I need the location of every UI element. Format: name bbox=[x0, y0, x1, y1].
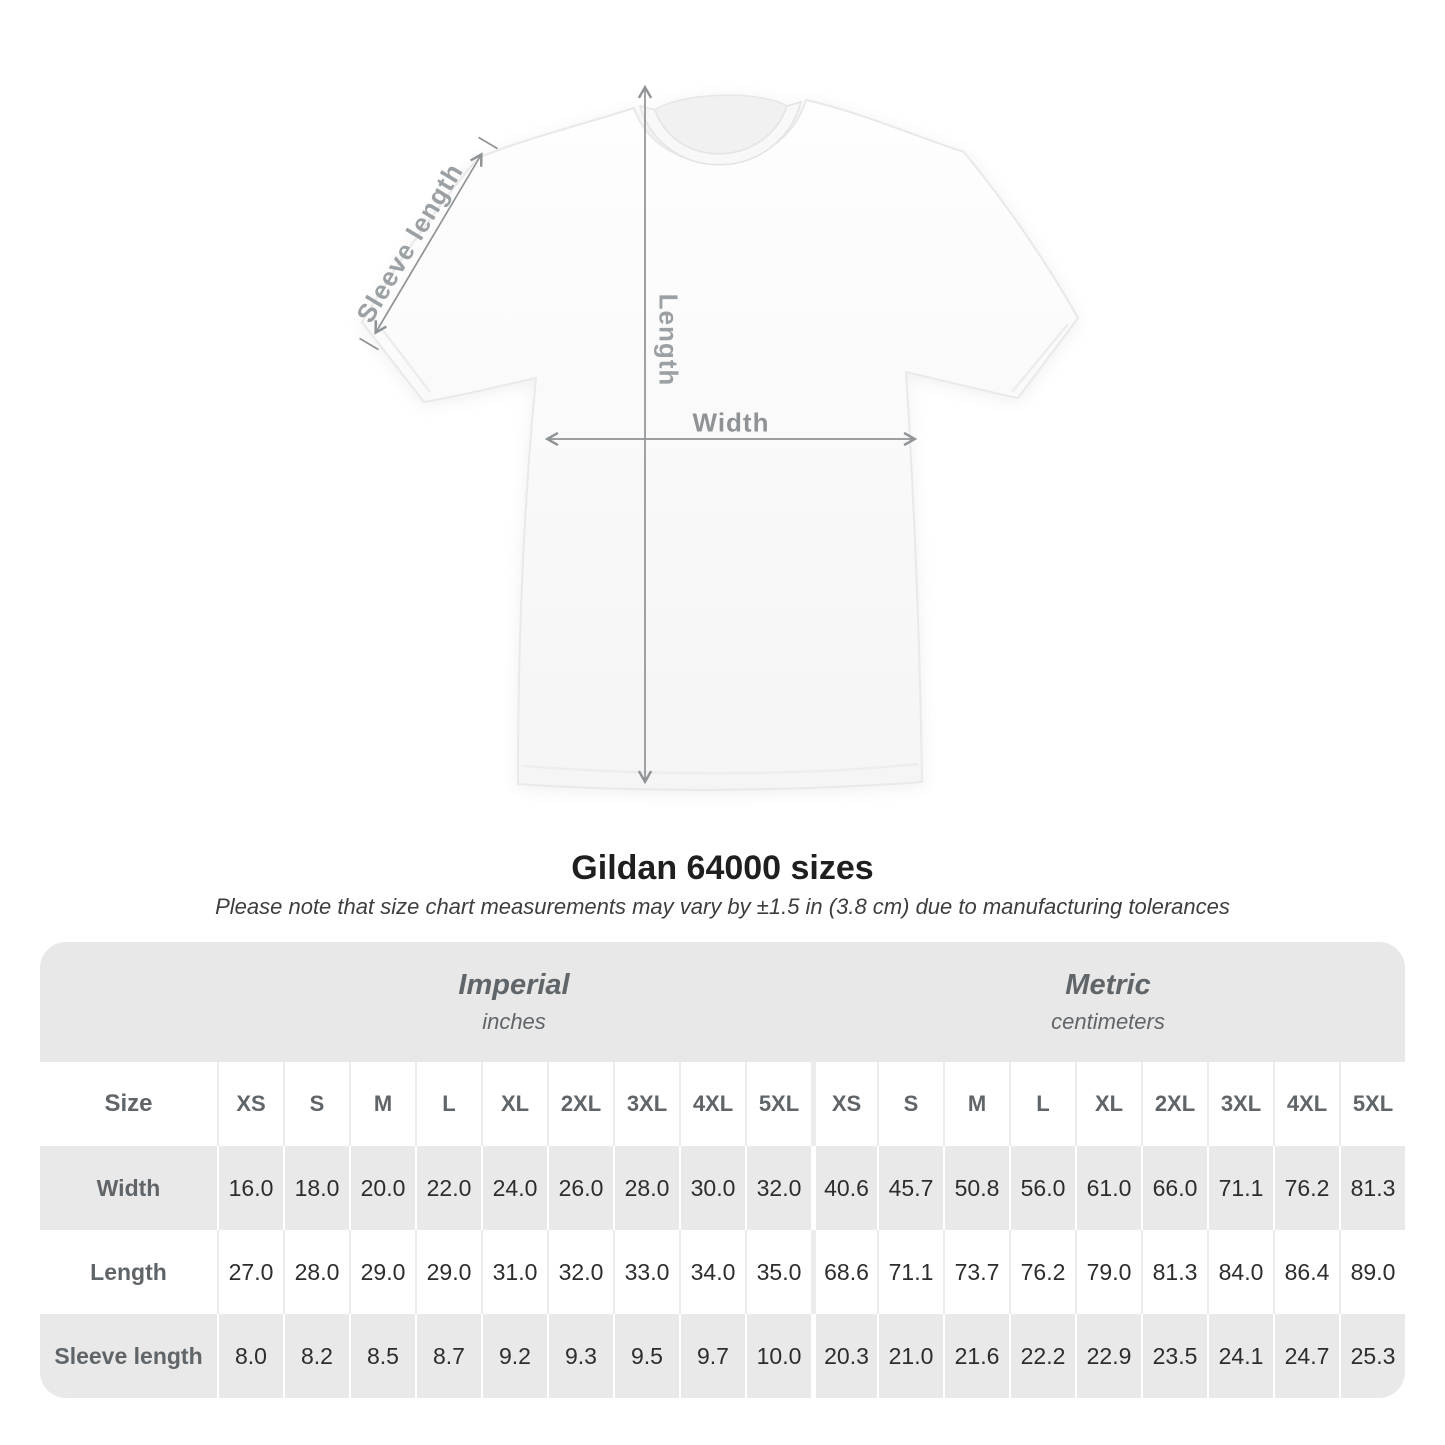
size-col-header-metric-2xl: 2XL bbox=[1141, 1062, 1207, 1146]
value-imperial-width-m: 20.0 bbox=[349, 1146, 415, 1230]
value-imperial-length-s: 28.0 bbox=[283, 1230, 349, 1314]
value-metric-width-3xl: 71.1 bbox=[1207, 1146, 1273, 1230]
value-metric-length-m: 73.7 bbox=[943, 1230, 1009, 1314]
tolerance-note: Please note that size chart measurements may vary by ±1.5 in (3.8 cm) due to manufacturing tolerances bbox=[215, 894, 1230, 919]
size-col-header-imperial-3xl: 3XL bbox=[613, 1062, 679, 1146]
sleeve-arrow-tick-top bbox=[479, 137, 498, 148]
value-imperial-length-3xl: 33.0 bbox=[613, 1230, 679, 1314]
value-metric-sleeve-length-l: 22.2 bbox=[1009, 1314, 1075, 1398]
value-imperial-sleeve-length-3xl: 9.5 bbox=[613, 1314, 679, 1398]
value-metric-sleeve-length-m: 21.6 bbox=[943, 1314, 1009, 1398]
row-label-width: Width bbox=[96, 1174, 161, 1201]
size-col-header-metric-xs: XS bbox=[811, 1062, 877, 1146]
imperial-title: Imperial bbox=[458, 969, 570, 1001]
value-metric-sleeve-length-xl: 22.9 bbox=[1075, 1314, 1141, 1398]
value-metric-sleeve-length-2xl: 23.5 bbox=[1141, 1314, 1207, 1398]
value-imperial-width-3xl: 28.0 bbox=[613, 1146, 679, 1230]
value-imperial-length-5xl: 35.0 bbox=[745, 1230, 811, 1314]
value-imperial-width-l: 22.0 bbox=[415, 1146, 481, 1230]
value-metric-length-s: 71.1 bbox=[877, 1230, 943, 1314]
value-imperial-sleeve-length-l: 8.7 bbox=[415, 1314, 481, 1398]
length-label: Length bbox=[653, 293, 684, 387]
value-metric-length-xl: 79.0 bbox=[1075, 1230, 1141, 1314]
value-metric-sleeve-length-4xl: 24.7 bbox=[1273, 1314, 1339, 1398]
value-imperial-length-4xl: 34.0 bbox=[679, 1230, 745, 1314]
imperial-unit: inches bbox=[482, 1009, 546, 1034]
value-metric-width-l: 56.0 bbox=[1009, 1146, 1075, 1230]
band-spacer bbox=[40, 942, 217, 1062]
size-header-row bbox=[40, 1062, 1405, 1146]
size-col-header-imperial-4xl: 4XL bbox=[679, 1062, 745, 1146]
value-imperial-sleeve-length-xl: 9.2 bbox=[481, 1314, 547, 1398]
value-imperial-width-2xl: 26.0 bbox=[547, 1146, 613, 1230]
value-metric-length-xs: 68.6 bbox=[811, 1230, 877, 1314]
row-label-length: Length bbox=[90, 1258, 167, 1285]
value-imperial-width-s: 18.0 bbox=[283, 1146, 349, 1230]
value-imperial-width-4xl: 30.0 bbox=[679, 1146, 745, 1230]
value-metric-sleeve-length-s: 21.0 bbox=[877, 1314, 943, 1398]
size-table bbox=[40, 942, 1405, 1398]
sleeve-length-label: Sleeve length bbox=[350, 157, 469, 328]
value-metric-width-2xl: 66.0 bbox=[1141, 1146, 1207, 1230]
row-label-sleeve-length: Sleeve length bbox=[54, 1342, 203, 1369]
width-label: Width bbox=[692, 407, 770, 438]
size-col-header-imperial-xs: XS bbox=[217, 1062, 283, 1146]
value-imperial-length-2xl: 32.0 bbox=[547, 1230, 613, 1314]
table-row-length bbox=[40, 1230, 1405, 1314]
value-metric-width-5xl: 81.3 bbox=[1339, 1146, 1405, 1230]
metric-unit: centimeters bbox=[1051, 1009, 1165, 1034]
size-col-header-imperial-s: S bbox=[283, 1062, 349, 1146]
value-imperial-sleeve-length-s: 8.2 bbox=[283, 1314, 349, 1398]
value-metric-length-3xl: 84.0 bbox=[1207, 1230, 1273, 1314]
unit-header-band bbox=[40, 942, 1405, 1062]
value-metric-length-5xl: 89.0 bbox=[1339, 1230, 1405, 1314]
size-corner-header: Size bbox=[104, 1090, 153, 1117]
value-imperial-length-l: 29.0 bbox=[415, 1230, 481, 1314]
size-col-header-imperial-m: M bbox=[349, 1062, 415, 1146]
value-metric-length-2xl: 81.3 bbox=[1141, 1230, 1207, 1314]
value-metric-width-s: 45.7 bbox=[877, 1146, 943, 1230]
value-imperial-length-m: 29.0 bbox=[349, 1230, 415, 1314]
value-imperial-sleeve-length-5xl: 10.0 bbox=[745, 1314, 811, 1398]
value-metric-width-4xl: 76.2 bbox=[1273, 1146, 1339, 1230]
value-imperial-sleeve-length-4xl: 9.7 bbox=[679, 1314, 745, 1398]
page-title: Gildan 64000 sizes bbox=[571, 849, 874, 887]
value-imperial-width-xs: 16.0 bbox=[217, 1146, 283, 1230]
value-imperial-width-xl: 24.0 bbox=[481, 1146, 547, 1230]
size-table-grid bbox=[40, 1062, 1405, 1398]
value-metric-length-4xl: 86.4 bbox=[1273, 1230, 1339, 1314]
value-metric-sleeve-length-5xl: 25.3 bbox=[1339, 1314, 1405, 1398]
size-col-header-metric-3xl: 3XL bbox=[1207, 1062, 1273, 1146]
size-col-header-metric-s: S bbox=[877, 1062, 943, 1146]
value-metric-width-xl: 61.0 bbox=[1075, 1146, 1141, 1230]
size-col-header-imperial-5xl: 5XL bbox=[745, 1062, 811, 1146]
value-imperial-sleeve-length-2xl: 9.3 bbox=[547, 1314, 613, 1398]
tshirt-silhouette bbox=[362, 95, 1078, 790]
value-metric-sleeve-length-3xl: 24.1 bbox=[1207, 1314, 1273, 1398]
value-imperial-width-5xl: 32.0 bbox=[745, 1146, 811, 1230]
table-row-width bbox=[40, 1146, 1405, 1230]
size-col-header-metric-xl: XL bbox=[1075, 1062, 1141, 1146]
metric-title: Metric bbox=[1065, 969, 1151, 1001]
value-metric-width-xs: 40.6 bbox=[811, 1146, 877, 1230]
value-metric-length-l: 76.2 bbox=[1009, 1230, 1075, 1314]
value-imperial-length-xl: 31.0 bbox=[481, 1230, 547, 1314]
value-imperial-length-xs: 27.0 bbox=[217, 1230, 283, 1314]
size-col-header-metric-5xl: 5XL bbox=[1339, 1062, 1405, 1146]
table-row-sleeve-length bbox=[40, 1314, 1405, 1398]
size-col-header-metric-m: M bbox=[943, 1062, 1009, 1146]
size-col-header-metric-l: L bbox=[1009, 1062, 1075, 1146]
size-col-header-imperial-l: L bbox=[415, 1062, 481, 1146]
value-metric-width-m: 50.8 bbox=[943, 1146, 1009, 1230]
size-col-header-imperial-2xl: 2XL bbox=[547, 1062, 613, 1146]
value-metric-sleeve-length-xs: 20.3 bbox=[811, 1314, 877, 1398]
size-col-header-metric-4xl: 4XL bbox=[1273, 1062, 1339, 1146]
size-col-header-imperial-xl: XL bbox=[481, 1062, 547, 1146]
size-table-body bbox=[40, 1062, 1405, 1398]
value-imperial-sleeve-length-m: 8.5 bbox=[349, 1314, 415, 1398]
metric-section-header bbox=[811, 942, 1405, 1062]
imperial-section-header bbox=[217, 942, 811, 1062]
value-imperial-sleeve-length-xs: 8.0 bbox=[217, 1314, 283, 1398]
